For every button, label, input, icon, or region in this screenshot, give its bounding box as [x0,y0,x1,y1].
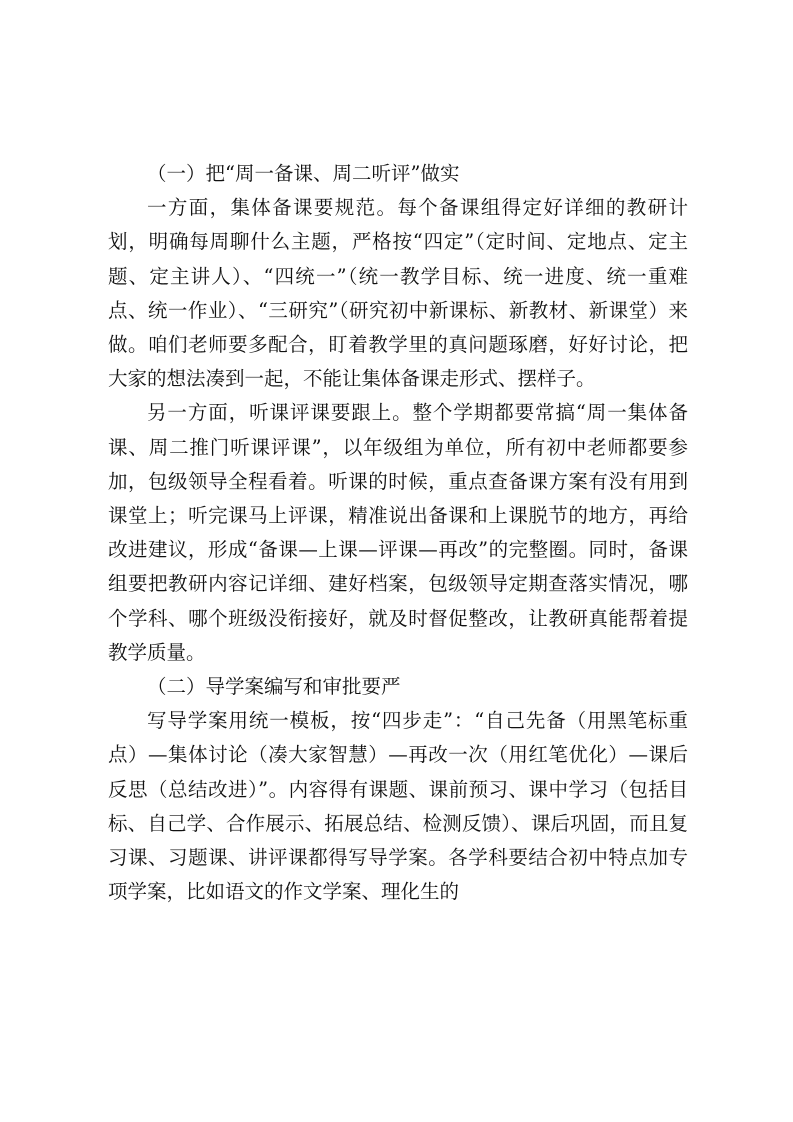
section-heading-1: （一）把“周一备课、周二听评”做实 [147,162,460,185]
section-heading-2: （二）导学案编写和审批要严 [147,675,401,699]
paragraph: 写导学案用统一模板，按“四步走”：“自己先备（用黑笔标重点）—集体讨论（凑大家智慧）—再改一次（用红笔优化）—课后反思（总结改进）”。内容得有课题、课前预习、课中学习（包括目标、自己学、合作展示、拓展总结、检测反馈）、课后巩固，而且复习课、习题课、讲评课都得写导学案。各学科要结合初中特点加专项学案，比如语文的作文学案、理化生的 [108,709,688,904]
document-body [108,157,688,909]
paragraph: 一方面，集体备课要规范。每个备课组得定好详细的教研计划，明确每周聊什么主题，严格按“四定”（定时间、定地点、定主题、定主讲人）、“四统一”（统一教学目标、统一进度、统一重难点、统一作业）、“三研究”（研究初中新课标、新教材、新课堂）来做。咱们老师要多配合，盯着教学里的真问题琢磨，好好讨论，把大家的想法凑到一起，不能让集体备课走形式、摆样子。 [108,196,688,391]
paragraph: 另一方面，听课评课要跟上。整个学期都要常搞“周一集体备课、周二推门听课评课”，以年级组为单位，所有初中老师都要参加，包级领导全程看着。听课的时候，重点查备课方案有没有用到课堂上；听完课马上评课，精准说出备课和上课脱节的地方，再给改进建议，形成“备课—上课—评课—再改”的完整圈。同时，备课组要把教研内容记详细、建好档案，包级领导定期查落实情况，哪个学科、哪个班级没衔接好，就及时督促整改，让教研真能帮着提教学质量。 [108,401,688,664]
